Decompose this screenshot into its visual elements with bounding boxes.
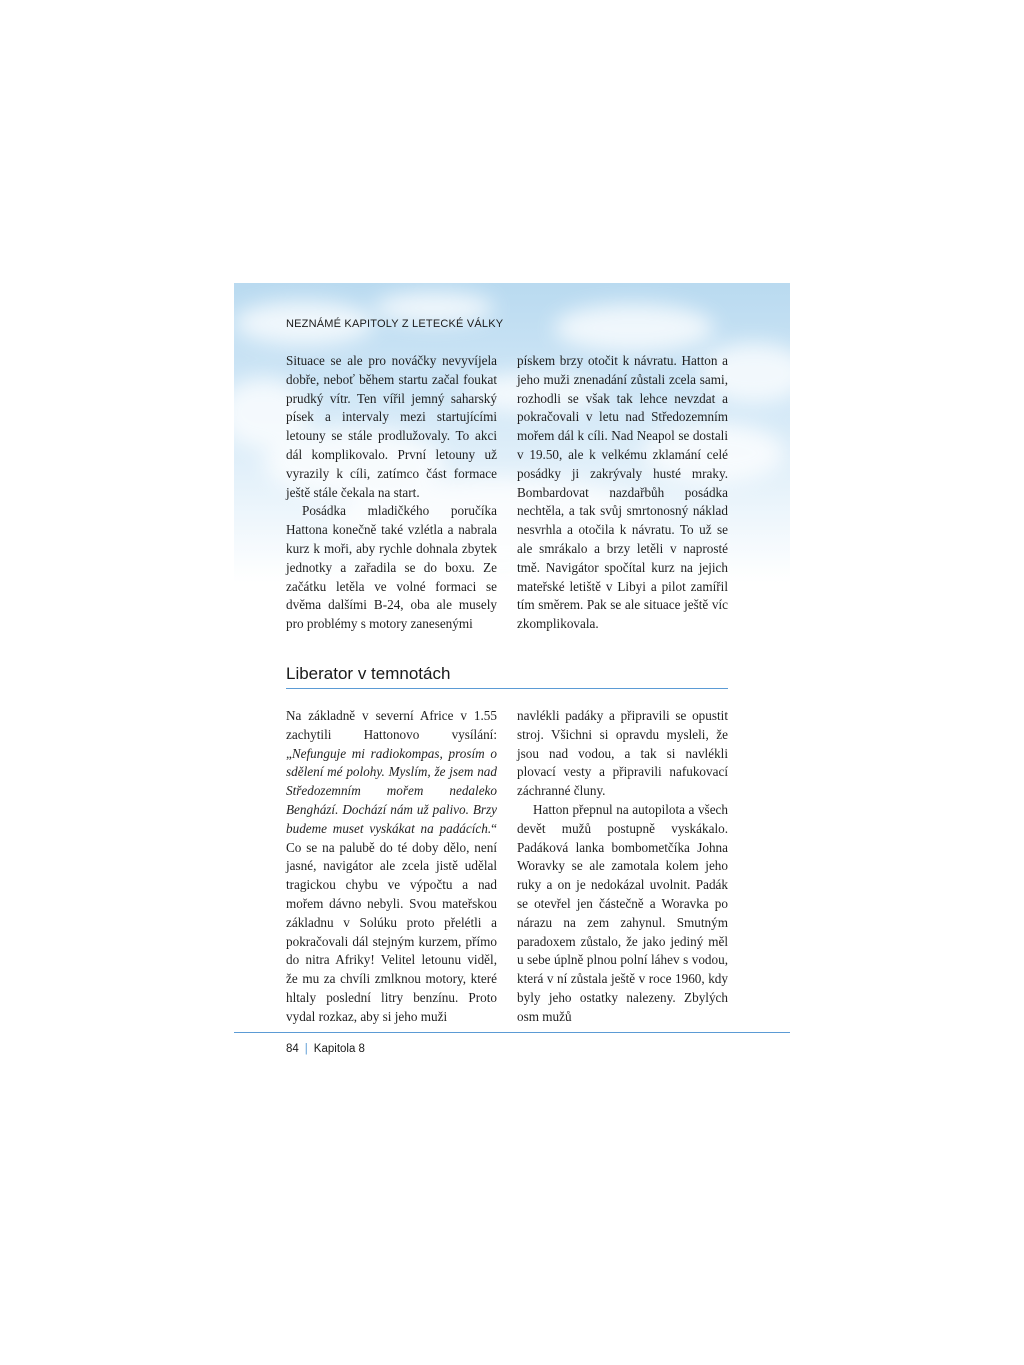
paragraph: [286, 707, 497, 1027]
page-number: 84: [286, 1043, 299, 1055]
page-footer: [286, 1043, 365, 1055]
paragraph-continuation: “ Co se na palubě do té doby dělo, není jasné, navigátor ale zcela jistě udělal tragickou chybu ve výpočtu a nad mořem dávno nebyli. Svou mateřskou základnu v Solúku proto přelétli a pokračovali dál stejným kurzem, přímo do nitra Afriky! Velitel letounu viděl, že mu za chvíli zmlknou motory, které hltaly poslední litry benzínu. Proto vydal rozkaz, aby si jeho muži: [286, 820, 497, 1024]
footer-divider: [234, 1032, 790, 1033]
paragraph: navlékli padáky a připravili se opustit stroj. Všichni si opravdu mysleli, že jsou nad vodou, a tak si navlékli plovací vesty a připravili nafukovací záchranné čluny.: [517, 708, 728, 799]
footer-separator: |: [304, 1043, 308, 1055]
radio-message-quote: Nefunguje mi radiokompas, prosím o sdělení mé polohy. Myslím, že jsem nad Středozemním mořem nedaleko Benghází. Dochází nám už palivo. Brzy budeme muset vyskákat na padácích.: [286, 745, 497, 836]
paragraph: Hatton přepnul na autopilota a všech devět mužů postupně vyskákalo. Padáková lanka bombometčíka Johna Woravky se ale zamotala kolem jeho ruky a on je nedokázal uvolnit. Padák se otevřel jen částečně a Woravka po nárazu na zem zahynul. Smutným paradoxem zůstalo, že jako jediný měl u sebe úplně plnou polní láhev s vodou, která v ní zůstala ještě v roce 1960, kdy byly jeho ostatky nalezeny. Zbylých osm mužů: [517, 801, 728, 1024]
paragraph-intro: Na základně v severní Africe v 1.55 zachytili Hattonovo vysílání: „: [286, 708, 497, 761]
paragraph: Situace se ale pro nováčky nevyvíjela dobře, neboť během startu začal foukat prudký vítr. Ten vířil jemný saharský písek a intervaly mezi startujícími letouny se stále prodlužovaly. To akci dál komplikovalo. První letouny už vyrazily k cíli, zatímco část formace ještě stále čekala na start.: [286, 353, 497, 500]
chapter-label: Kapitola 8: [313, 1043, 365, 1055]
section-heading: Liberator v temnotách: [286, 664, 451, 683]
paragraph: Posádka mladičkého poručíka Hattona konečně také vzlétla a nabrala kurz k moři, aby rychle dohnala zbytek jednotky a zařadila se do boxu. Ze začátku letěla ve volné formaci se dvěma dalšími B-24, oba ale musely pro problémy s motory zanesenými: [286, 503, 497, 632]
running-head: NEZNÁMÉ KAPITOLY Z LETECKÉ VÁLKY: [286, 318, 504, 330]
paragraph: pískem brzy otočit k návratu. Hatton a jeho muži znenadání zůstali zcela sami, rozhodli se však tak lehce nevzdat a pokračovali v letu nad Středozemním mořem dál k cíli. Nad Neapol se dostali v 19.50, ale k velkému zklamání celé posádky ji zakrývaly husté mraky. Bombardovat nazdařbůh posádka nechtěla, a tak svůj smrtonosný náklad nesvrhla a otočila k návratu. To už se ale smrákalo a brzy letěli v naprosté tmě. Navigátor spočítal kurz na jejich mateřské letiště v Libyi a pilot zamířil tím směrem. Pak se ale situace ještě víc zkomplikovala.: [517, 353, 728, 632]
text-column-bottom-right: [517, 707, 728, 1027]
text-column-top-left: [286, 352, 497, 634]
text-column-bottom-left: [286, 707, 497, 1027]
heading-divider: [286, 688, 728, 689]
text-column-top-right: [517, 352, 728, 634]
